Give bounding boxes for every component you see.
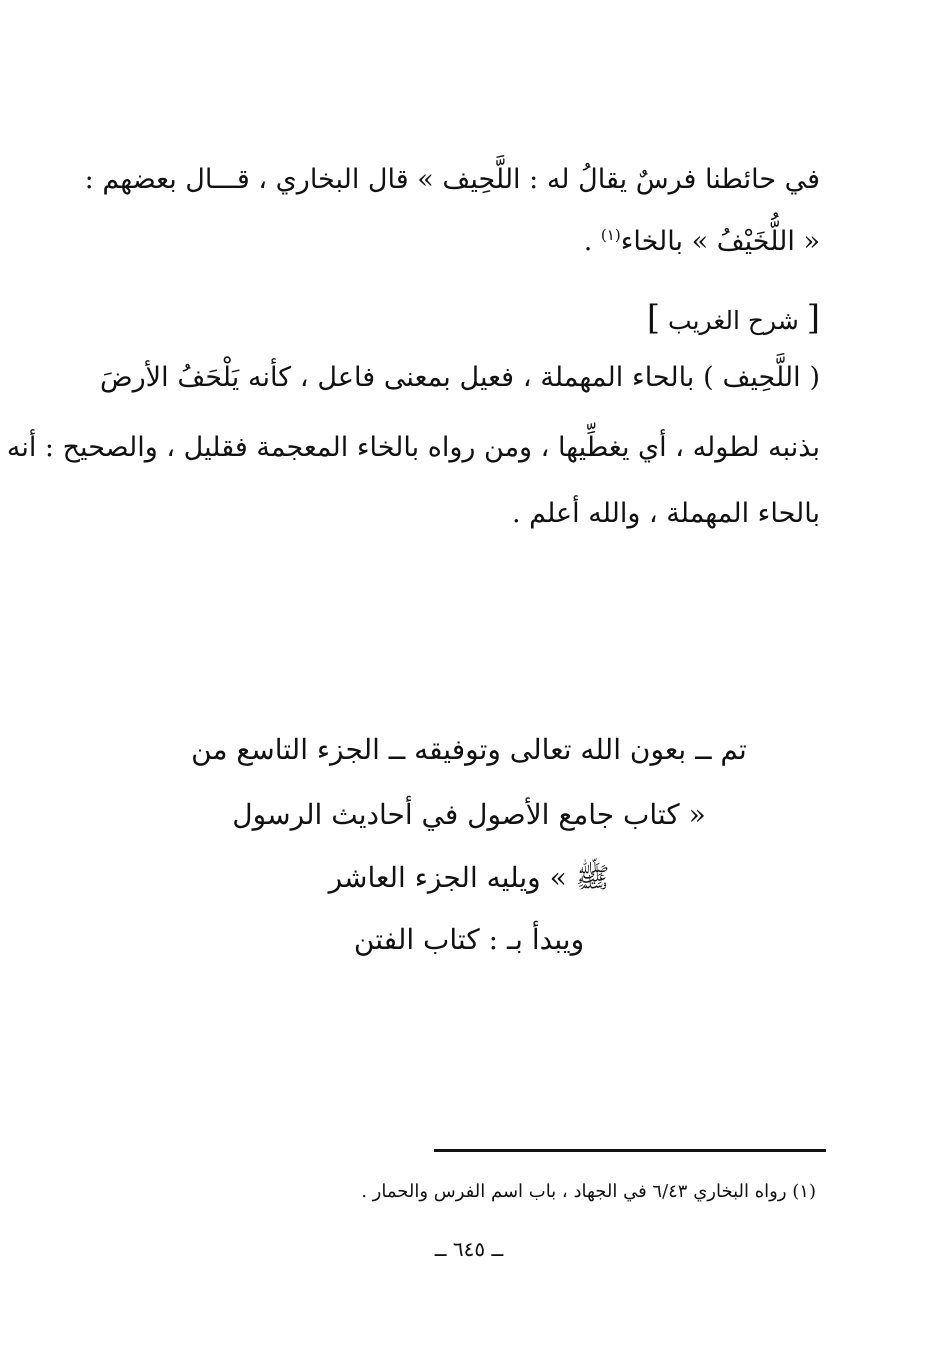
page-number: ــ ٦٤٥ ــ bbox=[434, 1237, 504, 1261]
closing-line-4: ويبدأ بـ : كتاب الفتن bbox=[353, 923, 585, 956]
closing-line-3: ﷺ » ويليه الجزء العاشر bbox=[328, 861, 610, 894]
body-line-5: بالحاء المهملة ، والله أعلم . bbox=[511, 498, 820, 529]
footnote-divider bbox=[434, 1149, 826, 1152]
footnote-marker: (١) bbox=[600, 226, 621, 244]
body-line-3: ( اللَّحِيف ) بالحاء المهملة ، فعيل بمعنى فاعل ، كأنه يَلْحَفُ الأرضَ bbox=[100, 362, 820, 393]
footnote: (١) رواه البخاري ٦/٤٣ في الجهاد ، باب اسم الفرس والحمار . bbox=[361, 1181, 816, 1202]
body-line-2 bbox=[100, 222, 820, 262]
section-heading-text: شرح الغريب bbox=[668, 306, 799, 335]
body-line-4: بذنبه لطوله ، أي يغطِّيها ، ومن رواه بالخاء المعجمة فقليل ، والصحيح : أنه bbox=[6, 432, 820, 463]
body-line-2-text: « اللُّخَيْفُ » بالخاء bbox=[620, 226, 820, 257]
body-line-1: في حائطنا فرسٌ يقالُ له : اللَّحِيف » قال البخاري ، قـــال بعضهم : bbox=[84, 164, 820, 195]
section-heading bbox=[647, 298, 820, 341]
closing-line-2: « كتاب جامع الأصول في أحاديث الرسول bbox=[232, 798, 706, 831]
section-bracket-open: [ bbox=[806, 298, 820, 338]
section-bracket-close: ] bbox=[646, 298, 661, 338]
body-line-2-end: . bbox=[583, 226, 601, 257]
closing-line-1: تم ــ بعون الله تعالى وتوفيقه ــ الجزء التاسع من bbox=[191, 733, 747, 766]
